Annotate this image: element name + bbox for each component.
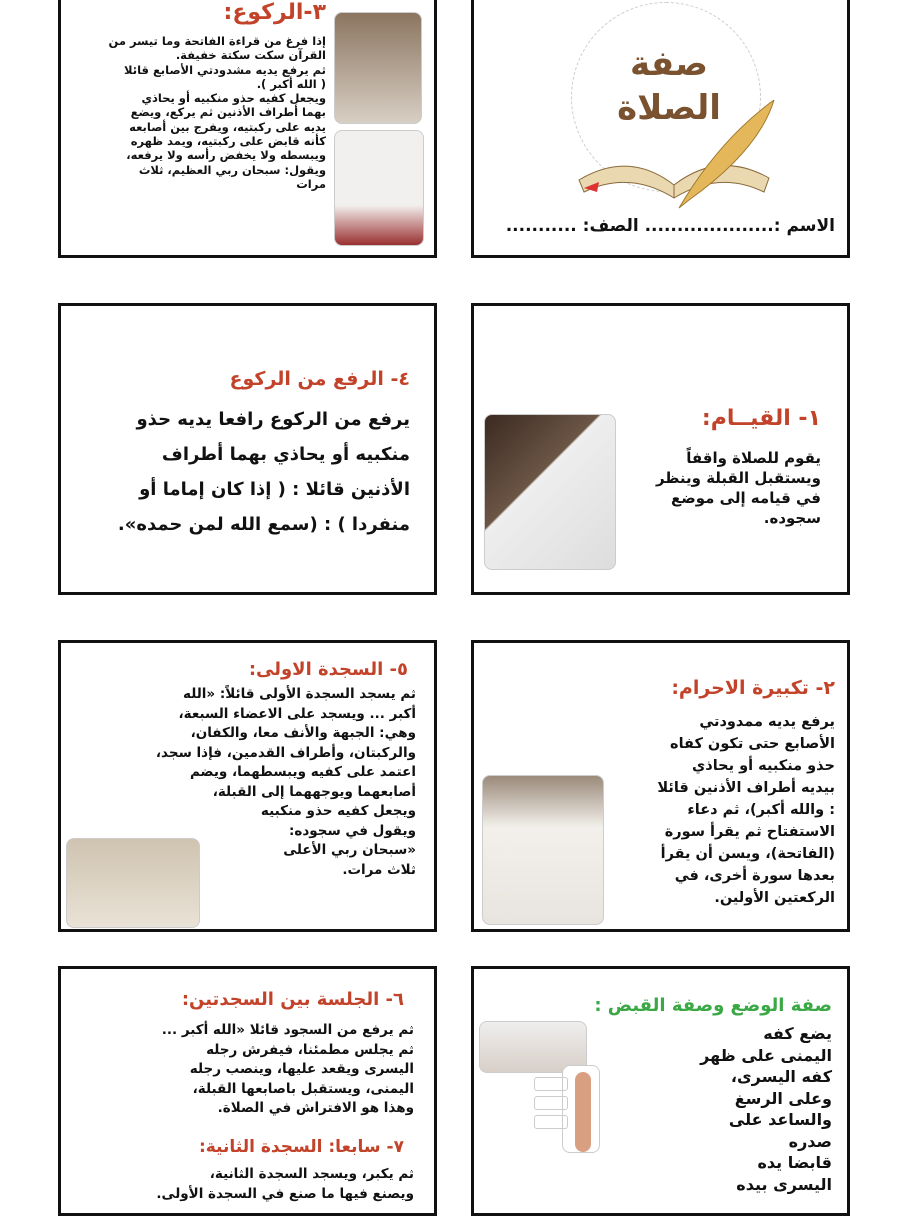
photo-takbir: [482, 775, 604, 925]
photo-qiyam: [484, 414, 616, 570]
label-box: [534, 1077, 568, 1091]
card-sajda1: [58, 640, 437, 932]
card-heading: ٦- الجلسة بين السجدتين:: [181, 989, 404, 1010]
card-body: يرفع من الركوع رافعا يديه حذو منكبيه أو يحاذي بهما أطراف الأذنين قائلا : ( إذا كان إماما أو منفردا ) : (سمع الله لمن حمده».: [117, 409, 410, 535]
cover-title-line2: الصلاة: [617, 88, 721, 128]
card-heading: ٤- الرفع من الركوع: [229, 368, 410, 390]
card-ruku: [58, 0, 437, 258]
photo-bowing: [334, 130, 424, 246]
card-heading-2: ٧- سابعا: السجدة الثانية:: [198, 1137, 404, 1157]
card-takbir: [471, 640, 850, 932]
card-raf: [58, 303, 437, 595]
card-qiyam: [471, 303, 850, 595]
card-heading: ٥- السجدة الاولى:: [248, 659, 408, 680]
card-body: يقوم للصلاة واقفاً ويستقبل القبلة وينظر في قيامه إلى موضع سجوده.: [655, 449, 821, 527]
cover-card: [471, 0, 850, 258]
card-heading: ١- القيــام:: [701, 406, 821, 431]
card-body: ثم يسجد السجدة الأولى قائلاً: «الله أكبر ... ويسجد على الاعضاء السبعة، وهي: الجبهة والأنف معا، والكفان، والركبتان، وأطراف القدمين، فإذا سجد، اعتمد على كفيه ويبسطهما، ويضم أصابعهما ويوجههما إلى القبلة، ويجعل كفيه حذو منكبيه ويقول في سجوده: «سبحان ربي الأعلى ثلاث مرات.: [155, 686, 416, 878]
card-body: إذا فرغ من قراءة الفاتحة وما تيسر من القرآن سكت سكتة خفيفة. ثم يرفع يديه مشدودتي الأصابع قائلا ( الله أكبر ). ويجعل كفيه حذو منكبيه أو يحاذي بهما أطراف الأذنين ثم يركع، ويضع يديه على ركبتيه، ويفرج بين أصابعه كأنه قابض على ركبتيه، ويمد ظهره ويبسطه ولا يخفض رأسه ولا يرفعه، ويقول: سبحان ربي العظيم، ثلاث مرات: [108, 34, 326, 191]
cover-title-line1: صفة: [630, 44, 708, 84]
card-body: يضع كفه اليمنى على ظهر كفه اليسرى، وعلى الرسغ والساعد على صدره قابضا يده اليسرى بيده: [700, 1024, 832, 1194]
label-box: [534, 1115, 568, 1129]
card-jalsa: [58, 966, 437, 1216]
card-body: يرفع يديه ممدودتي الأصابع حتى تكون كفاه حذو منكبيه أو يحاذي بيديه أطراف الأذنين قائلا : والله أكبر)، ثم دعاء الاستفتاح ثم يقرأ سورة (الفاتحة)، ويسن أن يقرأ بعدها سورة أخرى، في الركعتين الأولين.: [657, 714, 835, 906]
card-heading: ٢- تكبيرة الاحرام:: [671, 677, 835, 699]
card-heading: ٣-الركوع:: [223, 0, 326, 25]
book-quill-icon: [569, 100, 779, 210]
label-box: [534, 1096, 568, 1110]
photo-sajda: [66, 838, 200, 928]
name-class-field[interactable]: الاسم :.................... الصف: ...........: [505, 216, 835, 236]
card-heading: صفة الوضع وصفة القبض :: [594, 995, 832, 1016]
card-body-2: ثم يكبر، ويسجد السجدة الثانية، ويصنع فيها ما صنع في السجدة الأولى.: [156, 1166, 414, 1202]
card-qabd: [471, 966, 850, 1216]
photo-standing: [334, 12, 422, 124]
card-body: ثم يرفع من السجود قائلا «الله أكبر ... ثم يجلس مطمئنا، فيفرش رجله اليسرى ويقعد عليها، وينصب رجله اليمنى، ويستقبل باصابعها القبلة، وهذا هو الافتراش في الصلاة.: [161, 1022, 414, 1116]
